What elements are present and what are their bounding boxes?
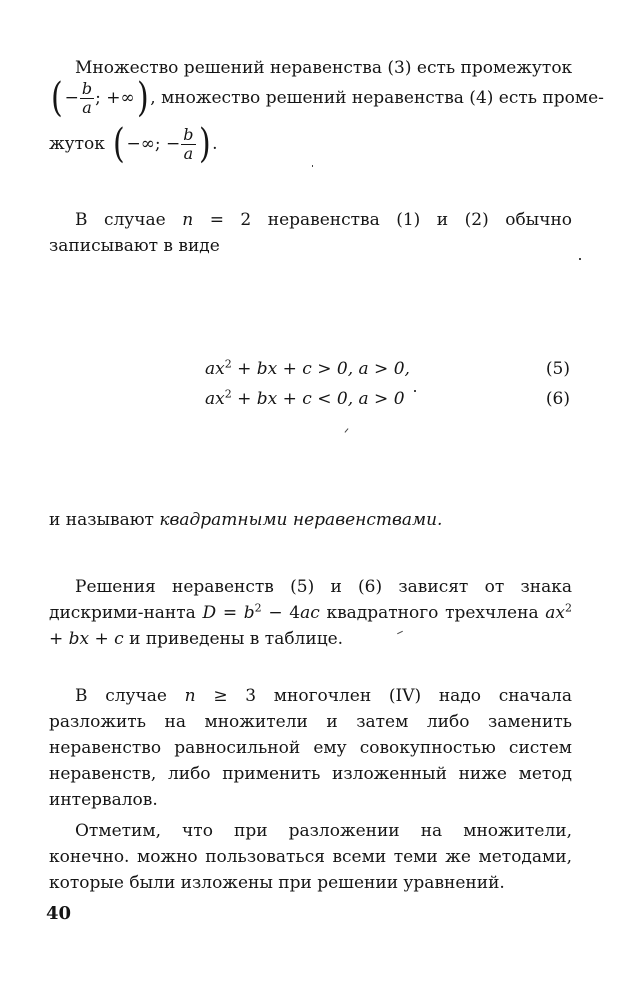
eq6-rest: + bx + c < 0, a > 0 [231,389,405,409]
variable-n: n [182,210,194,230]
fraction-numerator-2: b [183,124,194,144]
paragraph-4 [49,574,572,652]
paragraph-1-text: Множество решений неравенства (3) есть промежуток [75,58,573,78]
paragraph-4-part-5: + [49,629,69,649]
paragraph-3-text: и называют [49,510,160,530]
eq6-exponent: 2 [224,387,232,401]
scan-speck [414,390,416,392]
interval-upper: ; +∞ [95,88,135,108]
eq5-number: (5) [545,359,570,379]
variable-n-2: n [184,686,196,706]
paragraph-4-part-2: = [216,603,244,623]
eq5-exponent: 2 [224,357,232,371]
paragraph-5-text-2: ≥ 3 многочлен (IV) надо сначала разложить на множители и затем либо заменить неравенство равносильной ему совокупностью систем неравенств, либо применить изложенный ниже метод интервалов. [49,686,572,810]
paragraph-2-text-2: = 2 неравенства (1) и (2) обычно записывают в виде [49,210,573,256]
equation-6 [205,389,570,409]
right-paren: ) [136,75,149,121]
paragraph-6 [49,818,572,896]
paragraph-3-italic: квадратными неравенствами. [159,510,443,530]
word-zhutok: жуток [49,134,105,154]
left-paren-2: ( [112,121,125,167]
fraction-b-over-a [80,80,94,117]
minus-sign: − [64,88,79,108]
discriminant-b: b [243,603,255,623]
eq6-number: (6) [545,389,570,409]
paragraph-4-part-3: − 4 [261,603,301,623]
paragraph-3 [49,510,572,530]
left-paren: ( [50,75,63,121]
discriminant-D: D [202,603,217,623]
paragraph-6-text: Отметим, что при разложении на множители, конечно. можно пользоваться всеми теми же методами, которые были изложены при решении уравнений. [49,821,572,893]
eq5-rest: + bx + c > 0, a > 0, [231,359,410,379]
trinomial-bx-c: bx + c [68,629,124,649]
fraction-numerator: b [81,78,93,98]
trinomial-exponent: 2 [565,601,573,615]
paragraph-2 [49,207,572,259]
scan-speck [312,165,313,167]
right-paren-2: ) [198,121,211,167]
eq5-ax: ax [205,359,225,379]
paragraph-4-part-4: квадратного трехчлена [319,603,546,623]
eq6-ax: ax [205,389,225,409]
discriminant-ac: ac [300,603,320,623]
scan-speck [579,258,581,260]
paragraph-1-line-2 [49,75,604,121]
trinomial-ax: ax [545,603,566,623]
paragraph-1-line-2-text: , множество решений неравенства (4) есть проме- [150,88,604,108]
paragraph-5-text-1: В случае [75,686,185,706]
paragraph-2-text-1: В случае [75,210,183,230]
scan-speck [345,428,349,432]
paragraph-4-part-6: и приведены в таблице. [123,629,344,649]
fraction-denominator-2: a [183,143,194,163]
paragraph-5 [49,683,572,813]
page-number: 40 [46,903,72,924]
period: . [212,134,218,154]
equation-5 [205,359,570,379]
fraction-b-over-a-2 [181,126,195,163]
interval-lower: −∞; − [126,134,181,154]
paragraph-1-line-3 [49,121,572,167]
fraction-denominator: a [82,97,92,117]
discriminant-b-exponent: 2 [254,601,262,615]
paragraph-1-line-1 [75,58,572,78]
paragraph-4-part-1: Решения неравенств (5) и (6) зависят от знака дискрими-нанта [49,577,572,623]
